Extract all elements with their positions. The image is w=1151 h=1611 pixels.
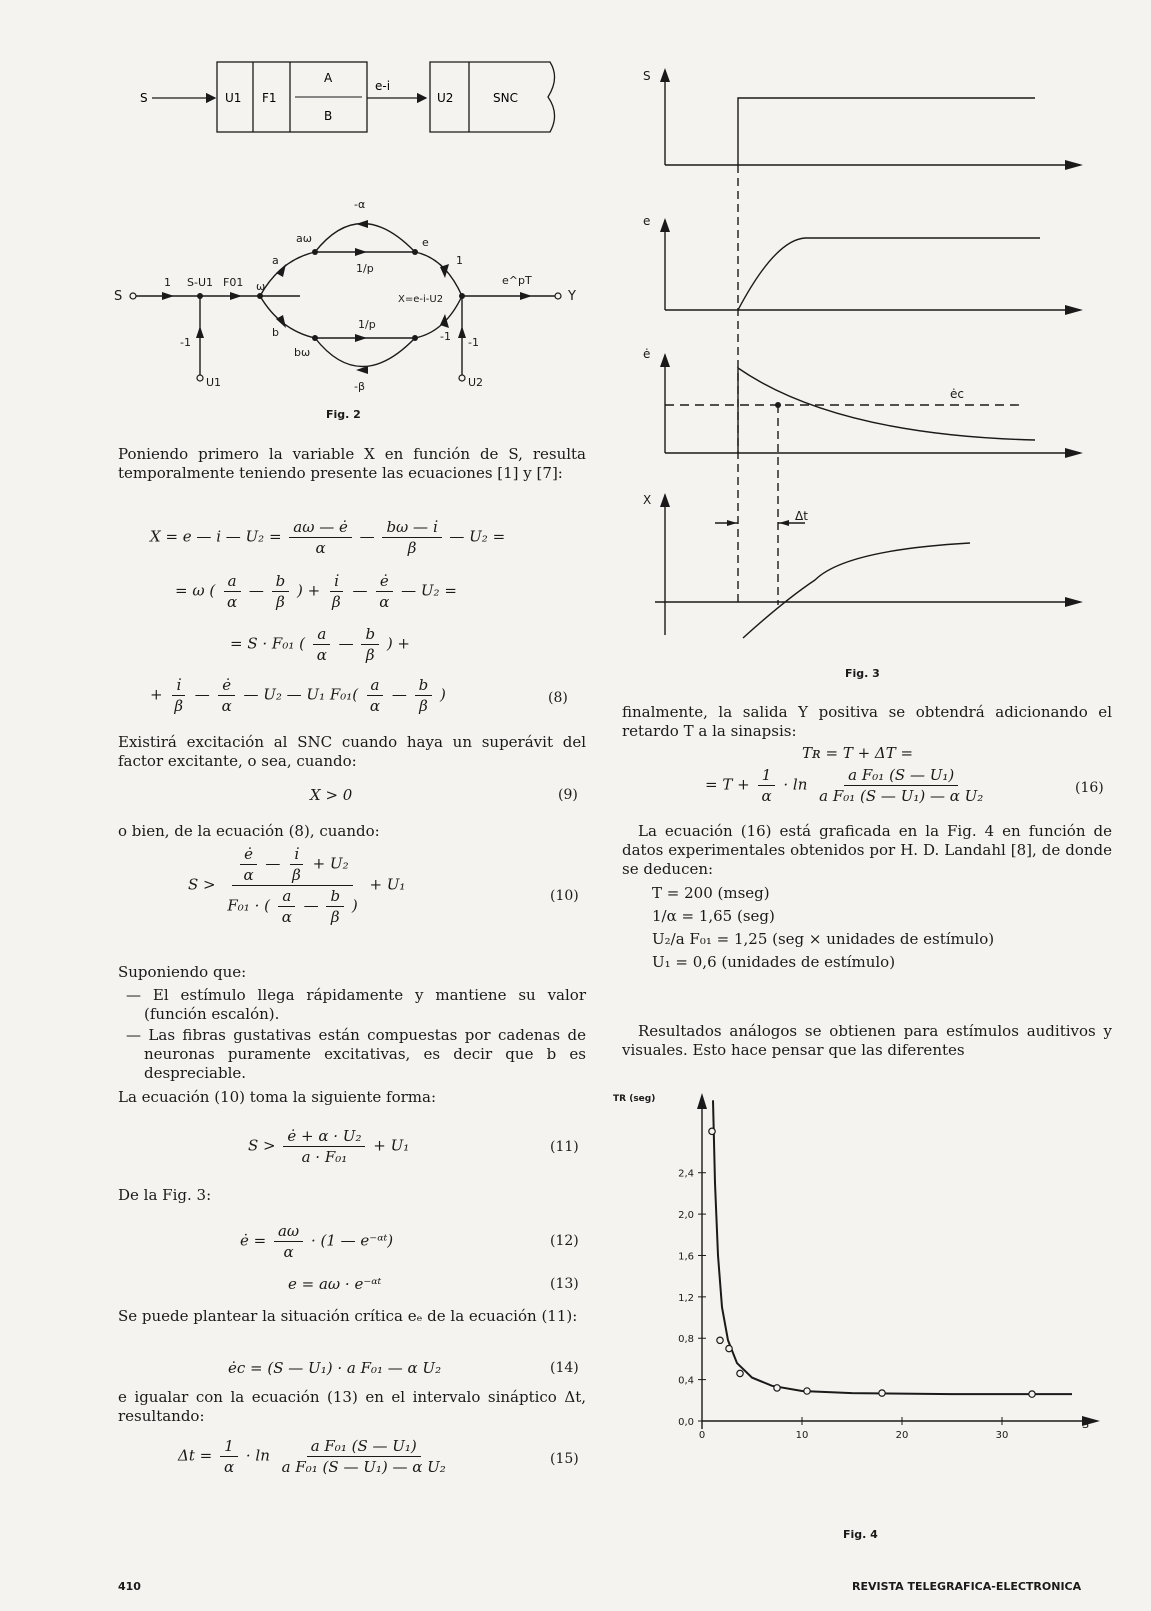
axis-label-x: X — [643, 493, 652, 507]
equation-14-number: (14) — [550, 1360, 579, 1376]
chart-xlabel: S — [1082, 1418, 1089, 1431]
block-f1: F1 — [262, 91, 277, 105]
fig2-caption: Fig. 2 — [326, 408, 361, 421]
svg-text:-1: -1 — [180, 336, 191, 349]
y-tick-label: 0,8 — [678, 1334, 694, 1346]
svg-text:e^pT: e^pT — [502, 274, 532, 287]
svg-text:-β: -β — [354, 380, 365, 393]
paragraph-8: e igualar con la ecuación (13) en el intervalo sináptico Δt, resultando: — [118, 1388, 586, 1425]
paragraph-2: Existirá excitación al SNC cuando haya un superávit del factor excitante, o sea, cuando: — [118, 733, 586, 770]
fig4-chart — [610, 1085, 1110, 1485]
equation-8-line2: = ω ( $\frac{a}{\alpha}$ — $\frac{b}{\beta}$ ) + $\frac{i̇}{\beta}$ — $\frac{ė}{\alpha}$ — U₂ = — [175, 572, 457, 611]
y-tick-label: 2,0 — [678, 1210, 694, 1222]
chart-ylabel: TR (seg) — [613, 1094, 656, 1104]
paragraph-5: La ecuación (10) toma la siguiente forma: — [118, 1088, 437, 1106]
fitted-curve — [713, 1100, 1072, 1394]
svg-text:X=e-i-U2: X=e-i-U2 — [398, 294, 444, 305]
svg-text:e: e — [422, 236, 429, 249]
x-tick-label: 10 — [795, 1430, 809, 1441]
page-number: 410 — [118, 1580, 141, 1593]
equation-13-number: (13) — [550, 1276, 579, 1292]
bullet-1: — El estímulo llega rápidamente y mantiene su valor (función escalón). — [126, 986, 586, 1023]
axis-label-edot: ė — [643, 347, 651, 361]
equation-8-line1: X = e — i — U₂ = $\frac{a\omega — ė}{\alpha}$ — $\frac{b\omega — i̇}{\beta}$ — U₂ = — [150, 518, 506, 557]
svg-text:1: 1 — [164, 276, 171, 289]
equation-16-line2: = T + $\frac{1}{\alpha}$ · ln $\frac{\text{a F₀₁ (S — U₁)}}{\text{a F₀₁ (S — U₁) — α U₂}}$ — [705, 766, 984, 805]
axis-label-e: e — [643, 214, 651, 228]
svg-text:b: b — [272, 326, 279, 339]
svg-text:1/p: 1/p — [356, 262, 374, 275]
value-u2: U₂/a F₀₁ = 1,25 (seg × unidades de estímulo) — [652, 930, 995, 948]
data-point — [1029, 1391, 1035, 1397]
block-ei: e-i — [375, 79, 391, 93]
x-tick-label: 20 — [895, 1430, 909, 1441]
svg-text:-1: -1 — [468, 336, 479, 349]
equation-13: e = aω · e⁻ᵅᵗ — [288, 1275, 382, 1293]
y-tick-label: 2,4 — [678, 1168, 694, 1180]
annotation-dt: Δt — [795, 509, 808, 523]
svg-text:S-U1: S-U1 — [187, 276, 214, 289]
block-diagram — [130, 50, 580, 145]
equation-11-number: (11) — [550, 1139, 579, 1155]
value-u1: U₁ = 0,6 (unidades de estímulo) — [652, 953, 896, 971]
x-tick-label: 30 — [995, 1430, 1009, 1441]
block-a: A — [324, 71, 333, 85]
equation-8-number: (8) — [548, 690, 568, 706]
fig3-caption: Fig. 3 — [845, 667, 880, 680]
value-t: T = 200 (mseg) — [652, 884, 770, 902]
equation-14: ėc = (S — U₁) · a F₀₁ — α U₂ — [228, 1359, 442, 1377]
equation-12: ė = $\frac{a\omega}{\alpha}$ · (1 — e⁻ᵅᵗ) — [240, 1222, 394, 1261]
paragraph-3: o bien, de la ecuación (8), cuando: — [118, 822, 380, 840]
paragraph-4: Suponiendo que: — [118, 963, 247, 981]
value-alpha: 1/α = 1,65 (seg) — [652, 907, 775, 925]
paragraph-1: Poniendo primero la variable X en función de S, resulta temporalmente teniendo presente las ecuaciones [1] y [7]: — [118, 445, 586, 482]
equation-16-number: (16) — [1075, 780, 1104, 796]
data-point — [726, 1345, 732, 1351]
timing-diagram — [635, 60, 1095, 645]
svg-text:bω: bω — [294, 346, 311, 359]
block-b: B — [324, 109, 333, 123]
equation-15: Δt = $\frac{1}{\alpha}$ · ln $\frac{\text{a F₀₁ (S — U₁)}}{\text{a F₀₁ (S — U₁) — α U₂}}$ — [178, 1437, 446, 1476]
equation-9-number: (9) — [558, 787, 578, 803]
equation-8-line3: = S · F₀₁ ( $\frac{a}{\alpha}$ — $\frac{b}{\beta}$ ) + — [230, 625, 411, 664]
equation-11: S > $\frac{\text{ė + α · U₂}}{\text{a · F₀₁}}$ + U₁ — [248, 1127, 410, 1166]
block-input-label: S — [140, 91, 148, 105]
equation-10: S > $\frac{ė}{\alpha}$ — $\frac{i̇}{\beta}$ + U₂ F₀₁ · ( $\frac{a}{\alpha}$ — $\frac{b}{\beta}$ ) + U₁ — [188, 845, 406, 926]
svg-text:-α: -α — [354, 198, 366, 211]
equation-12-number: (12) — [550, 1233, 579, 1249]
svg-text:1/p: 1/p — [358, 318, 376, 331]
svg-text:F01: F01 — [223, 276, 244, 289]
equation-9: X > 0 — [310, 786, 353, 804]
bullet-2: — Las fibras gustativas están compuestas por cadenas de neuronas puramente excitativas, es decir que b es despreciable. — [126, 1026, 586, 1082]
data-point — [737, 1370, 743, 1376]
equation-8-line4: + $\frac{i̇}{\beta}$ — $\frac{ė}{\alpha}$ — U₂ — U₁ F₀₁( $\frac{a}{\alpha}$ — $\frac{b}{\beta}$ ) — [150, 676, 446, 715]
axis-label-s: S — [643, 69, 651, 83]
node-s: S — [114, 289, 123, 304]
block-snc: SNC — [493, 91, 518, 105]
journal-name: REVISTA TELEGRAFICA-ELECTRONICA — [852, 1580, 1082, 1593]
data-point — [774, 1385, 780, 1391]
paragraph-6: De la Fig. 3: — [118, 1186, 212, 1204]
node-y: Y — [568, 289, 576, 304]
block-u2: U2 — [437, 91, 454, 105]
paragraph-r3: Resultados análogos se obtienen para estímulos auditivos y visuales. Esto hace pensar que las diferentes — [622, 1022, 1112, 1059]
data-point — [717, 1337, 723, 1343]
block-u1: U1 — [225, 91, 242, 105]
y-axis-arrow — [697, 1093, 707, 1109]
paragraph-7: Se puede plantear la situación crítica eₑ de la ecuación (11): — [118, 1307, 578, 1325]
node-u1: U1 — [206, 376, 222, 389]
signal-flow-graph — [100, 190, 590, 415]
y-tick-label: 1,2 — [678, 1292, 694, 1304]
paragraph-r2: La ecuación (16) está graficada en la Fig. 4 en función de datos experimentales obtenidos por H. D. Landahl [8], de donde se deducen: — [622, 822, 1112, 878]
svg-text:-1: -1 — [440, 330, 451, 343]
node-u2: U2 — [468, 376, 484, 389]
svg-text:aω: aω — [296, 232, 312, 245]
y-tick-label: 0,0 — [678, 1417, 694, 1428]
equation-15-number: (15) — [550, 1451, 579, 1467]
data-point — [879, 1390, 885, 1396]
y-tick-label: 0,4 — [678, 1375, 694, 1387]
annotation-ec: ėc — [950, 387, 964, 401]
svg-text:1: 1 — [456, 254, 463, 267]
data-point — [804, 1388, 810, 1394]
data-point — [709, 1128, 715, 1134]
fig4-caption: Fig. 4 — [843, 1528, 878, 1541]
svg-text:ω: ω — [256, 280, 266, 293]
equation-10-number: (10) — [550, 888, 579, 904]
y-tick-label: 1,6 — [678, 1251, 694, 1263]
equation-16-line1: Tʀ = T + ΔT = — [802, 744, 914, 762]
paragraph-r1: finalmente, la salida Y positiva se obtendrá adicionando el retardo T a la sinapsis: — [622, 703, 1112, 740]
svg-text:a: a — [272, 254, 279, 267]
x-tick-label: 0 — [698, 1430, 706, 1441]
